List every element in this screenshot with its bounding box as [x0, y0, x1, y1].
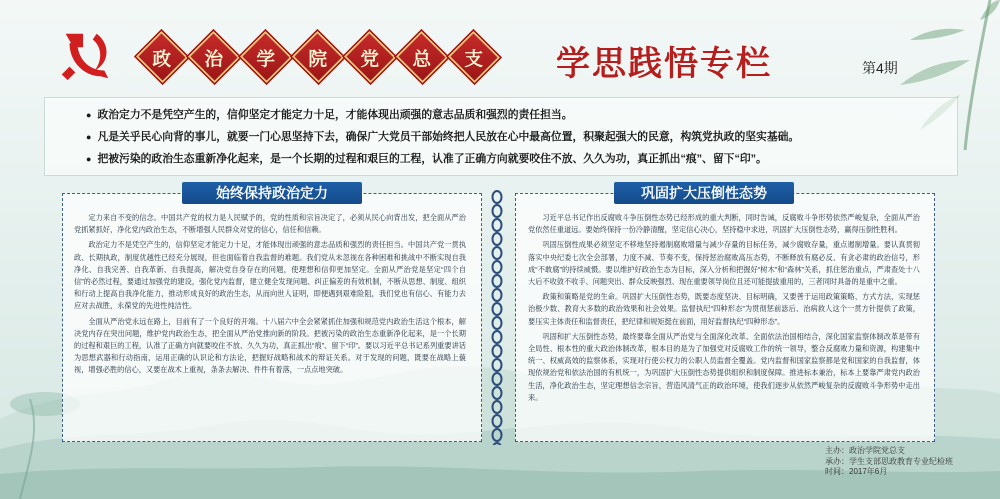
- title-char-tile: 总: [396, 31, 448, 83]
- title-char-tile: 院: [292, 31, 344, 83]
- title-char-tile: 党: [344, 31, 396, 83]
- paragraph: 习近平总书记作出反腐败斗争压倒性态势已经形成的重大判断，同时告诫，反腐败斗争形势依然严峻复杂，全面从严治党依然任重道远。要始终保持一份冷静清醒，坚定信心决心，坚持稳中求进，巩固扩大压倒性态势，赢得压倒性胜利。: [528, 213, 920, 235]
- title-char-tile: 政: [136, 31, 188, 83]
- title-char-tile: 学: [240, 31, 292, 83]
- party-emblem-icon: [56, 26, 114, 84]
- intro-item: ● 凡是关乎民心向背的事儿，就要一门心思坚持下去，确保广大党员干部始终把人民放在心中最高位置，积聚起强大的民意，构筑党执政的坚实基础。: [86, 126, 946, 148]
- title-diamonds: [138, 34, 498, 80]
- intro-item: ● 政治定力不是凭空产生的，信仰坚定才能定力十足，才能体现出顽强的意志品质和强烈的责任担当。: [86, 104, 946, 126]
- left-column-body: [74, 212, 466, 380]
- paragraph: 定力来自不变的信念。中国共产党的权力是人民赋予的，党的性质和宗旨决定了，必须从民心向背出发，把全面从严治党抓紧抓好，净化党内政治生态，不断增强人民群众对党的信心，信任和信赖。: [74, 213, 466, 235]
- chain-divider: [488, 190, 506, 445]
- intro-list: [86, 104, 946, 170]
- organizer-line: 承办：学生支部思政教育专业纪检班: [825, 456, 953, 466]
- paragraph: 巩固压倒性成果必须坚定不移地坚持遏制腐败增量与减少存量的目标任务，减少腐败存量，重点遏制增量。要认真贯彻落实中央纪委七次全会部署，力度不减、节奏不变，保持惩治腐败高压态势，不断释放有腐必反、有贪必肃的政治信号，形成“不敢腐”的持续威慑。要以维护好政治生态为目标，深入分析和把握好“树木”和“森林”关系，抓住惩治重点，严肃查处十八大后不收敛不收手、问题突出、群众反映强烈、现在重要领导岗位且还可能提拔重用的，三者同时具备的是重中之重。: [528, 240, 920, 287]
- column-subtitle: 学思践悟专栏: [556, 44, 772, 84]
- date-line: 时间：2017年6月: [825, 467, 888, 476]
- host-line: 主办：政治学院党总支: [825, 446, 905, 455]
- intro-item: ● 把被污染的政治生态重新净化起来，是一个长期的过程和艰巨的工程，认准了正确方向就要咬住不放、久久为功，真正抓出“痕”、留下“印”。: [86, 148, 946, 170]
- sponsor-info: [825, 446, 953, 478]
- title-char-tile: 治: [188, 31, 240, 83]
- paragraph: 全面从严治党永远在路上，目前有了一个良好的开端。十八届六中全会紧紧抓住加强和规范党内政治生活这个根本，解决党内存在突出问题，维护党内政治生态，把全面从严治党推向新的阶段。把被污染的政治生态重新净化起来，是一个长期的过程和艰巨的工程，认准了正确方向就要咬住不放、久久为功，真正抓出“痕”、留下“印”。要以习近平总书记系列重要讲话为思想武器和行动指南，运用正确的认识论和方法论，把握好战略和战术的辩证关系。对于发现的问题，既要在战略上藐视，增强必胜的信心，又要在战术上重视，条条去解决、件件有着落，一点点地突破。: [74, 316, 466, 375]
- right-column-body: [528, 212, 920, 407]
- paragraph: 政策和策略是党的生命。巩固扩大压倒性态势，既要态度坚决、目标明确，又要善于运用政策策略、方式方法，实现惩治极少数、教育大多数的政治效果和社会效果。监督执纪“四种形态”为贯彻惩前毖后、治病救人这个一贯方针提供了政策，要压实主体责任和监督责任，把纪律和规矩挺在前面，用好监督执纪“四种形态”。: [528, 292, 920, 326]
- paragraph: 巩固和扩大压倒性态势，最终要靠全面从严治党与全面深化改革、全面依法治国相结合，深化国家监察体制改革是带有全局性、根本性的重大政治体制改革，根本目的是为了加强党对反腐败工作的统一领导，整合反腐败力量和资源，构建集中统一、权威高效的监察体系，实现对行使公权力的公职人员监督全覆盖。党内监督和国家监察都是党和国家的自我监督，体现依规治党和依法治国的有机统一，为巩固扩大压倒性态势提供组织和制度保障。推进标本兼治，标本上要靠严肃党内政治生活，净化政治生态，坚定理想信念宗旨，营造风清气正的政治环境，使我们逐步从依然严峻复杂的反腐败斗争形势中走出来。: [528, 331, 920, 402]
- left-column-heading: 始终保持政治定力: [182, 182, 362, 204]
- right-column-heading: 巩固扩大压倒性态势: [614, 182, 794, 204]
- title-char-tile: 支: [448, 31, 500, 83]
- paragraph: 政治定力不是凭空产生的，信仰坚定才能定力十足，才能体现出顽强的意志品质和强烈的责任担当。中国共产党一贯执政、长期执政，制度优越性已经充分展现，但也面临着自我监督的难题。我们党从未忽视在各种困难和挑战中不断实现自我净化、自我完善、自我革新、自我提高，解决党自身存在的问题，使理想和信仰更加坚定。全面从严治党是坚定“四个自信”的必然过程，要通过加强党的建设，强化党内监督，建立健全发现问题、纠正偏差的有效机制，不断从思想、制度、组织和行动上提高自我净化能力，推动形成良好的政治生态，从而向世人证明，即便遇到艰难险阻，我们党也有信心、有能力去应对去战胜，永葆党的先进性纯洁性。: [74, 240, 466, 311]
- issue-number: 第4期: [862, 60, 898, 76]
